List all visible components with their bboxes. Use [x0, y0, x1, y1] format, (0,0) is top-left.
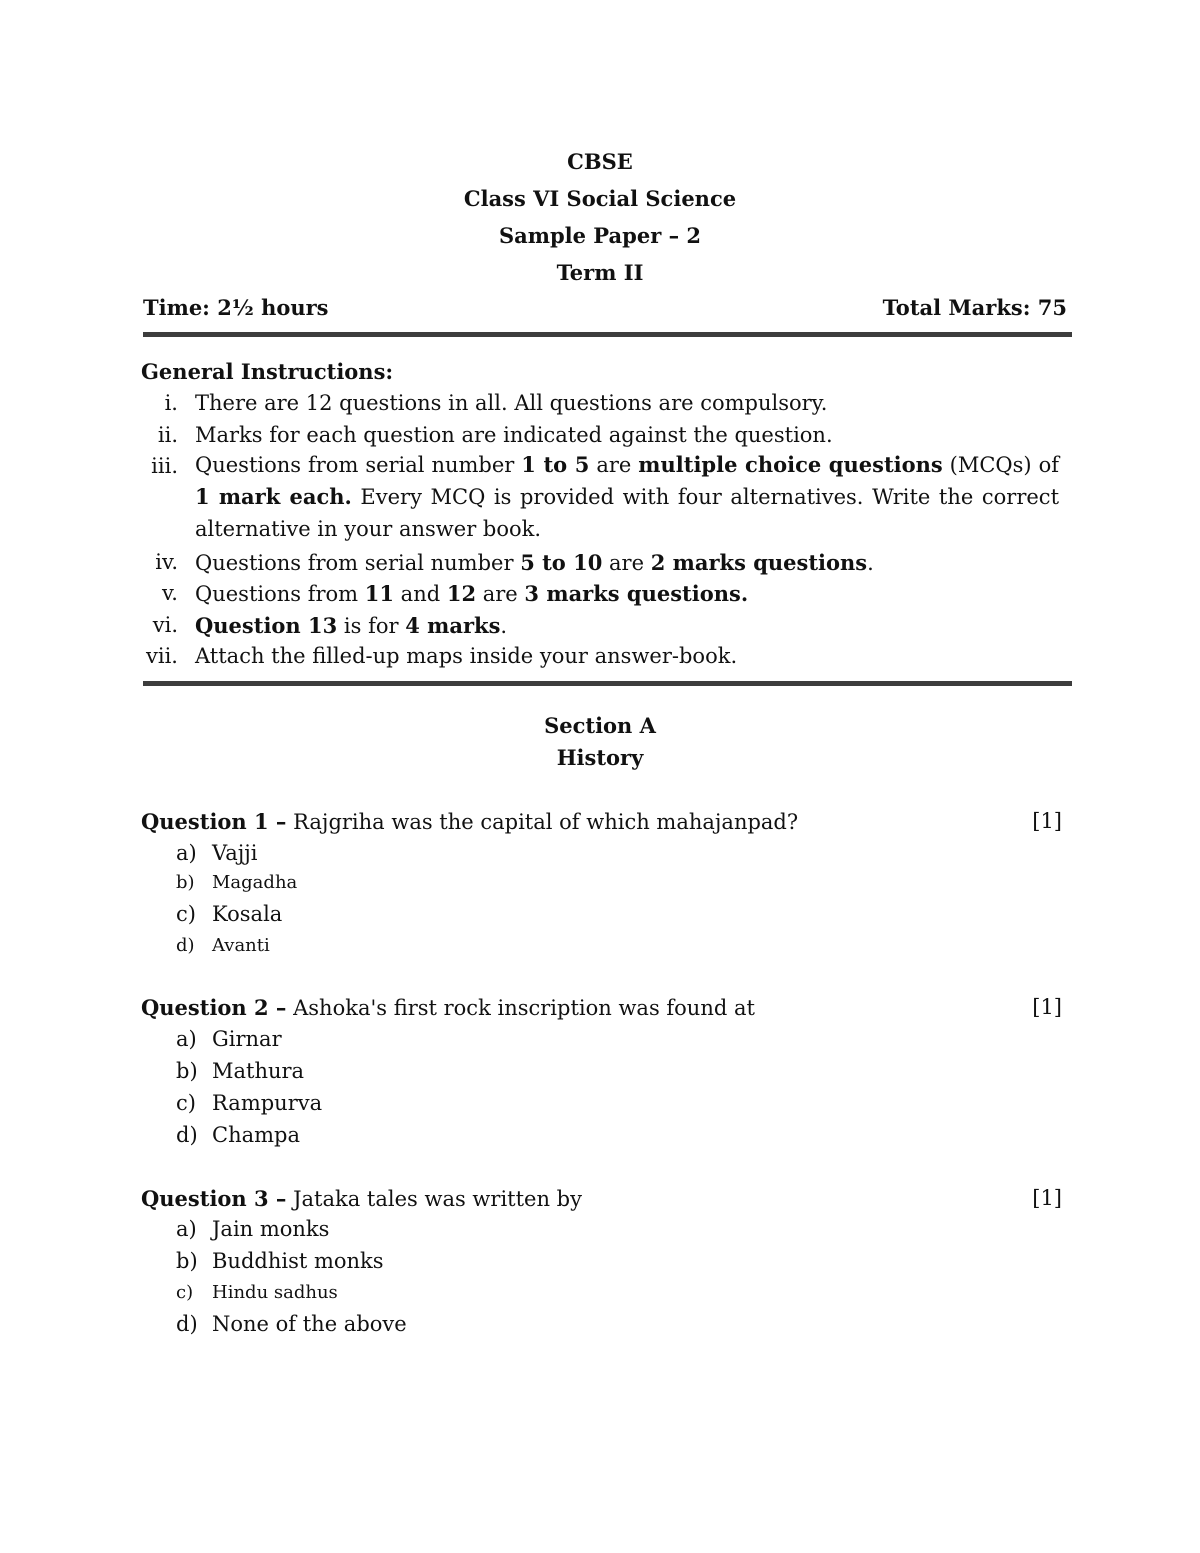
instruction-number: vii. — [146, 644, 178, 668]
instruction-part: are — [476, 582, 525, 606]
instruction-part: Questions from — [195, 582, 365, 606]
option-letter: c) — [176, 902, 196, 926]
option-text: Hindu sadhus — [212, 1282, 338, 1303]
question-label: Question 1 – — [141, 809, 287, 834]
instruction-part: (MCQs) of — [942, 453, 1059, 477]
instruction-bold: 5 to 10 — [520, 550, 603, 575]
option — [176, 1125, 300, 1146]
question-3 — [141, 1188, 582, 1210]
option-letter: c) — [176, 1091, 196, 1115]
instruction-part: is for — [337, 614, 406, 638]
instruction-text — [195, 583, 748, 605]
instruction-bold: 1 mark each. — [195, 484, 352, 509]
instruction-text — [195, 615, 507, 637]
instruction-part: and — [394, 582, 447, 606]
question-label: Question 3 – — [141, 1186, 287, 1211]
instruction-bold: 1 to 5 — [521, 452, 590, 477]
instruction-bold: 12 — [446, 581, 477, 606]
instruction-part: Questions from serial number — [195, 453, 522, 477]
instruction-number: iv. — [155, 550, 178, 574]
option — [176, 1219, 329, 1240]
instruction-text — [195, 552, 874, 574]
instruction-number: vi. — [152, 613, 178, 637]
option-letter: b) — [176, 1249, 198, 1273]
option-text: Magadha — [212, 872, 298, 893]
question-marks: [1] — [1032, 1186, 1062, 1210]
option-text: Kosala — [212, 902, 283, 926]
option — [176, 843, 258, 864]
option-letter: d) — [176, 1123, 198, 1147]
question-1 — [141, 811, 798, 833]
option-text: None of the above — [212, 1312, 407, 1336]
instruction-bold: 4 marks — [405, 613, 501, 638]
option — [176, 1314, 407, 1335]
paper-title: Sample Paper – 2 — [498, 223, 701, 248]
option-letter: a) — [176, 1027, 197, 1051]
option-letter: b) — [176, 872, 195, 893]
option — [176, 1029, 282, 1050]
instruction-text: Attach the filled-up maps inside your answer-book. — [195, 644, 738, 668]
instruction-bold: Question 13 — [195, 613, 338, 638]
instruction-part: are — [589, 453, 639, 477]
question-text: Jataka tales was written by — [286, 1187, 582, 1211]
instruction-number: v. — [161, 581, 178, 605]
option-text: Mathura — [212, 1059, 305, 1083]
term-title: Term II — [556, 260, 644, 285]
option — [176, 874, 297, 892]
option-text: Buddhist monks — [212, 1249, 384, 1273]
instruction-part: . — [500, 614, 508, 638]
option — [176, 937, 270, 955]
question-2 — [141, 997, 755, 1019]
instruction-text — [195, 449, 1059, 545]
option-letter: d) — [176, 935, 195, 956]
option — [176, 1284, 338, 1302]
instruction-text: There are 12 questions in all. All questions are compulsory. — [195, 391, 828, 415]
option-letter: a) — [176, 1217, 197, 1241]
option-letter: c) — [176, 1282, 194, 1303]
total-marks: Total Marks: 75 — [882, 295, 1067, 320]
instruction-number: i. — [164, 391, 178, 415]
instruction-part: are — [602, 551, 651, 575]
option-text: Jain monks — [212, 1217, 330, 1241]
option-text: Vajji — [212, 841, 258, 865]
question-label: Question 2 – — [141, 995, 287, 1020]
instruction-part: Every MCQ is provided with four alternatives. Write the correct alternative in your answer book. — [195, 485, 1060, 541]
question-marks: [1] — [1032, 995, 1062, 1019]
option-letter: a) — [176, 841, 197, 865]
subject-title: Class VI Social Science — [463, 186, 737, 211]
option-text: Rampurva — [212, 1091, 323, 1115]
option-letter: d) — [176, 1312, 198, 1336]
instruction-part: Questions from serial number — [195, 551, 521, 575]
instruction-part: . — [867, 551, 874, 575]
board-title: CBSE — [567, 149, 633, 174]
option — [176, 1061, 304, 1082]
instructions-divider — [143, 681, 1072, 686]
option-text: Champa — [212, 1123, 300, 1147]
instruction-bold: multiple choice questions — [638, 452, 943, 477]
instruction-bold: 11 — [364, 581, 394, 606]
instruction-number: iii. — [151, 454, 178, 478]
question-text: Rajgriha was the capital of which mahajanpad? — [286, 810, 799, 834]
question-marks: [1] — [1032, 809, 1062, 833]
option-text: Girnar — [212, 1027, 282, 1051]
option-text: Avanti — [212, 935, 270, 956]
question-text: Ashoka's first rock inscription was found at — [286, 996, 755, 1020]
section-subject: History — [556, 745, 644, 770]
option — [176, 904, 282, 925]
option — [176, 1251, 384, 1272]
header-divider — [143, 332, 1072, 337]
time-allowed: Time: 2½ hours — [143, 295, 329, 320]
option — [176, 1093, 322, 1114]
option-letter: b) — [176, 1059, 198, 1083]
instructions-heading: General Instructions: — [141, 359, 394, 384]
instruction-text: Marks for each question are indicated against the question. — [195, 423, 833, 447]
section-title: Section A — [544, 713, 656, 738]
instruction-number: ii. — [157, 423, 178, 447]
instruction-bold: 3 marks questions. — [524, 581, 749, 606]
instruction-bold: 2 marks questions — [650, 550, 868, 575]
